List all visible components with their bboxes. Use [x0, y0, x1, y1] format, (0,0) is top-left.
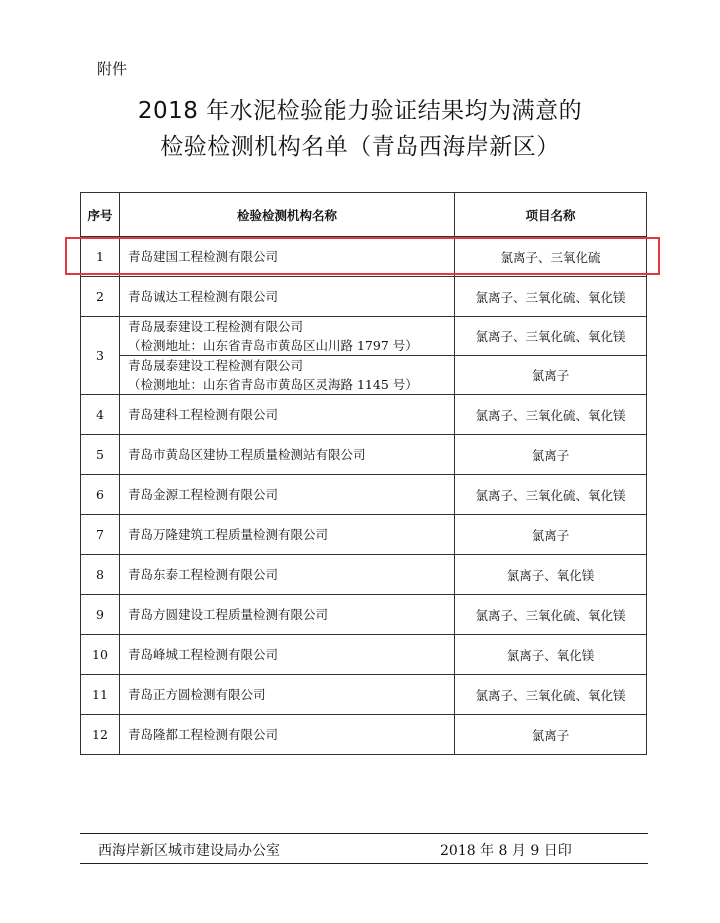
table-row	[81, 317, 647, 356]
project-items: 氯离子、三氧化硫、氧化镁	[455, 277, 647, 317]
header-project-name: 项目名称	[455, 193, 647, 237]
project-items: 氯离子	[455, 356, 647, 395]
project-items: 氯离子、氧化镁	[455, 635, 647, 675]
project-items: 氯离子	[455, 715, 647, 755]
header-institution-name: 检验检测机构名称	[120, 193, 455, 237]
project-items: 氯离子	[455, 515, 647, 555]
table-row	[81, 237, 647, 277]
table-row	[81, 555, 647, 595]
issuing-office: 西海岸新区城市建设局办公室	[98, 843, 280, 859]
document-title-line-1: 2018 年水泥检验能力验证结果均为满意的	[137, 98, 583, 124]
document-title-line-2: 检验检测机构名单（青岛西海岸新区）	[160, 134, 560, 160]
row-number: 10	[81, 635, 120, 675]
institution-name: 青岛金源工程检测有限公司	[120, 475, 455, 515]
row-number: 4	[81, 395, 120, 435]
row-number: 11	[81, 675, 120, 715]
table-row	[81, 515, 647, 555]
row-number: 5	[81, 435, 120, 475]
row-number: 2	[81, 277, 120, 317]
row-number: 8	[81, 555, 120, 595]
table-row	[81, 715, 647, 755]
project-items: 氯离子、三氧化硫、氧化镁	[455, 395, 647, 435]
table-row	[81, 635, 647, 675]
institution-name: 青岛市黄岛区建协工程质量检测站有限公司	[120, 435, 455, 475]
footer-top-rule	[80, 833, 648, 834]
institution-name: 青岛隆都工程检测有限公司	[120, 715, 455, 755]
header-serial-number: 序号	[81, 193, 120, 237]
institution-name: 青岛峰城工程检测有限公司	[120, 635, 455, 675]
table-row	[81, 395, 647, 435]
institution-name: 青岛建国工程检测有限公司	[120, 237, 455, 277]
institution-name: 青岛晟泰建设工程检测有限公司	[128, 358, 304, 373]
project-items: 氯离子、三氧化硫、氧化镁	[455, 675, 647, 715]
testing-address: （检测地址：山东省青岛市黄岛区山川路 1797 号）	[128, 338, 418, 353]
project-items: 氯离子	[455, 435, 647, 475]
table-row	[81, 675, 647, 715]
row-number: 7	[81, 515, 120, 555]
footer-bottom-rule	[80, 863, 648, 864]
row-number: 9	[81, 595, 120, 635]
print-date: 2018 年 8 月 9 日印	[440, 843, 572, 859]
table-header-row	[81, 193, 647, 237]
table-row	[81, 595, 647, 635]
institution-name: 青岛方圆建设工程质量检测有限公司	[120, 595, 455, 635]
institution-table	[80, 192, 647, 755]
project-items: 氯离子、三氧化硫	[455, 237, 647, 277]
row-number: 12	[81, 715, 120, 755]
row-number: 6	[81, 475, 120, 515]
institution-name-with-address	[120, 317, 455, 356]
institution-name: 青岛万隆建筑工程质量检测有限公司	[120, 515, 455, 555]
project-items: 氯离子、三氧化硫、氧化镁	[455, 595, 647, 635]
institution-name: 青岛晟泰建设工程检测有限公司	[128, 319, 304, 334]
table-row	[81, 475, 647, 515]
table-row	[81, 277, 647, 317]
testing-address: （检测地址：山东省青岛市黄岛区灵海路 1145 号）	[128, 377, 418, 392]
project-items: 氯离子、三氧化硫、氧化镁	[455, 475, 647, 515]
row-number: 1	[81, 237, 120, 277]
row-number: 3	[81, 317, 120, 395]
institution-name: 青岛诚达工程检测有限公司	[120, 277, 455, 317]
institution-name: 青岛正方圆检测有限公司	[120, 675, 455, 715]
project-items: 氯离子、三氧化硫、氧化镁	[455, 317, 647, 356]
project-items: 氯离子、氧化镁	[455, 555, 647, 595]
institution-name: 青岛建科工程检测有限公司	[120, 395, 455, 435]
table-row	[81, 356, 647, 395]
institution-name-with-address	[120, 356, 455, 395]
institution-name: 青岛东泰工程检测有限公司	[120, 555, 455, 595]
table-row	[81, 435, 647, 475]
attachment-label: 附件	[97, 60, 128, 78]
